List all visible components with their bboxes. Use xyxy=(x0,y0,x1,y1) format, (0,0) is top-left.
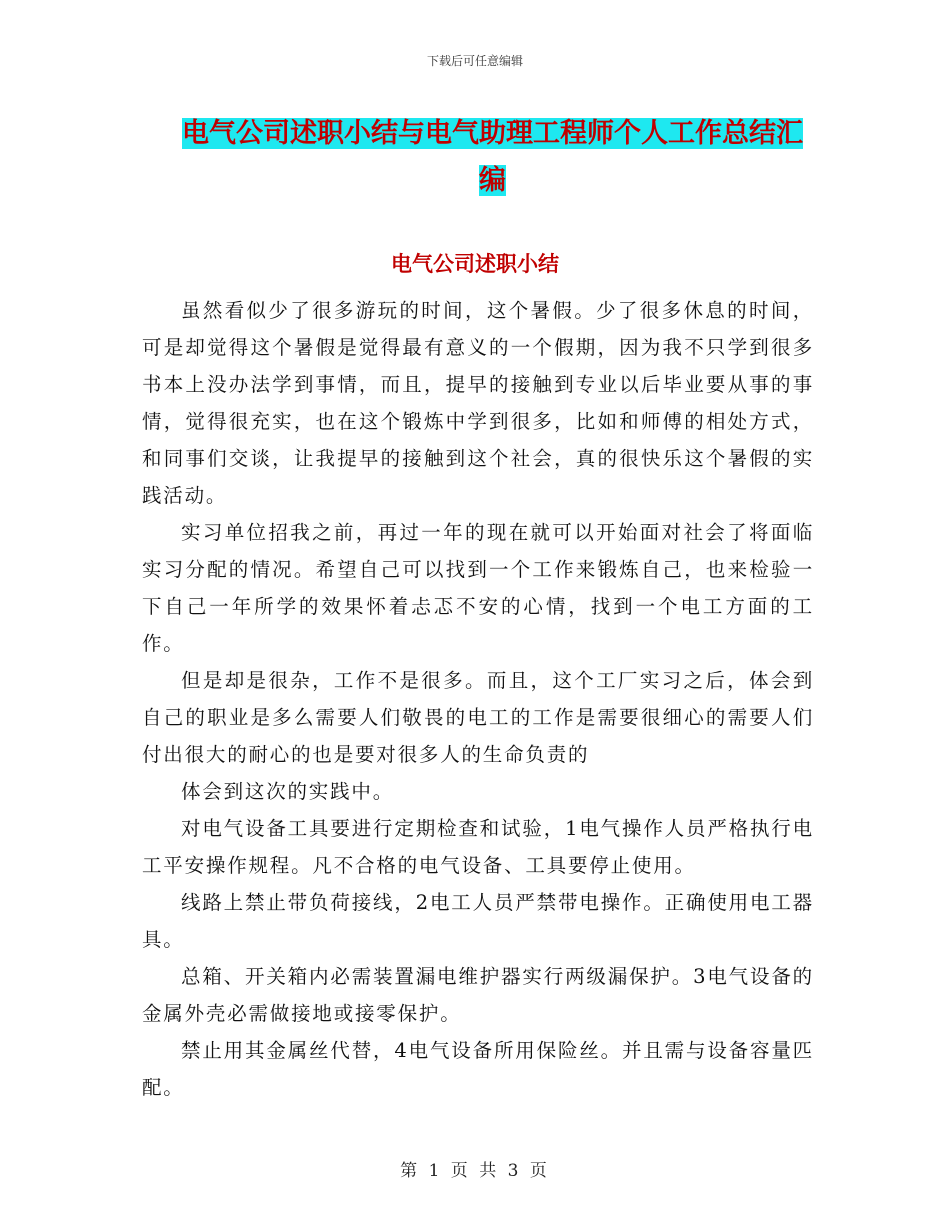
paragraph: 虽然看似少了很多游玩的时间，这个暑假。少了很多休息的时间，可是却觉得这个暑假是觉得最有意义的一个假期，因为我不只学到很多书本上没办法学到事情，而且，提早的接触到专业以后毕业要从事的事情，觉得很充实，也在这个锻炼中学到很多，比如和师傅的相处方式，和同事们交谈，让我提早的接触到这个社会，真的很快乐这个暑假的实践活动。 xyxy=(142,299,814,507)
section-title: 电气公司述职小结 xyxy=(391,252,559,276)
document-body xyxy=(142,292,814,1106)
paragraph: 总箱、开关箱内必需装置漏电维护器实行两级漏保护。3电气设备的金属外壳必需做接地或接零保护。 xyxy=(142,965,814,1025)
paragraph: 对电气设备工具要进行定期检查和试验，1电气操作人员严格执行电工平安操作规程。凡不合格的电气设备、工具要停止使用。 xyxy=(142,817,814,877)
header-note: 下载后可任意编辑 xyxy=(426,54,523,68)
page-footer: 第 1 页 共 3 页 xyxy=(400,1161,550,1181)
paragraph: 禁止用其金属丝代替，4电气设备所用保险丝。并且需与设备容量匹配。 xyxy=(142,1039,814,1099)
paragraph: 实习单位招我之前，再过一年的现在就可以开始面对社会了将面临实习分配的情况。希望自己可以找到一个工作来锻炼自己，也来检验一下自己一年所学的效果怀着忐忑不安的心情，找到一个电工方面的工作。 xyxy=(142,521,814,655)
paragraph: 但是却是很杂，工作不是很多。而且，这个工厂实习之后，体会到自己的职业是多么需要人们敬畏的电工的工作是需要很细心的需要人们付出很大的耐心的也是要对很多人的生命负责的 xyxy=(142,669,814,766)
document-title xyxy=(180,110,805,204)
paragraph: 体会到这次的实践中。 xyxy=(181,780,395,803)
paragraph: 线路上禁止带负荷接线，2电工人员严禁带电操作。正确使用电工器具。 xyxy=(142,891,814,951)
document-title-text: 电气公司述职小结与电气助理工程师个人工作总结汇编 xyxy=(182,118,803,196)
